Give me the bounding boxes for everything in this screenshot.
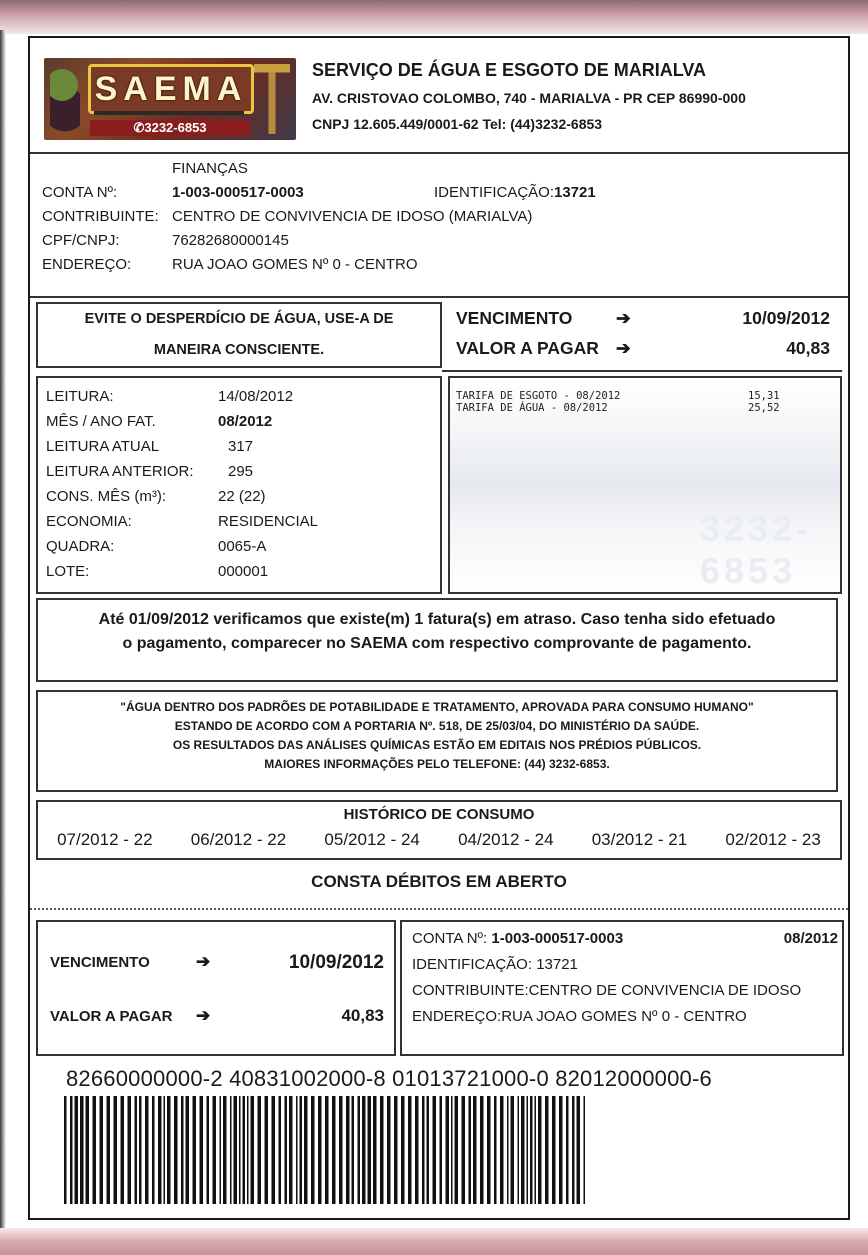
tariff-value: 25,52 bbox=[748, 402, 780, 414]
grapes-icon bbox=[50, 64, 80, 134]
stub-due-row bbox=[50, 952, 384, 976]
reading-value: 295 bbox=[228, 463, 254, 480]
notice-line: MANEIRA CONSCIENTE. bbox=[153, 342, 325, 358]
overdue-notice bbox=[36, 598, 838, 682]
divider bbox=[30, 296, 848, 298]
history-item: 07/2012 - 22 bbox=[57, 830, 153, 849]
tariff-value: 15,31 bbox=[748, 390, 780, 402]
due-label: VENCIMENTO bbox=[456, 308, 573, 328]
stub-endereco-label: ENDEREÇO: bbox=[412, 1008, 502, 1025]
contribuinte-label: CONTRIBUINTE: bbox=[42, 208, 159, 225]
arrow-right-icon: ➔ bbox=[196, 1006, 211, 1025]
company-cnpj-phone: CNPJ 12.605.449/0001-62 Tel: (44)3232-6853 bbox=[312, 116, 603, 132]
stub-due-label: VENCIMENTO bbox=[50, 954, 150, 971]
identificacao-value: 13721 bbox=[554, 184, 596, 201]
amount-label: VALOR A PAGAR bbox=[456, 338, 599, 358]
conta-value: 1-003-000517-0003 bbox=[172, 184, 304, 201]
stub-account-info bbox=[400, 920, 844, 1056]
payment-summary bbox=[442, 300, 840, 366]
notice-line: MAIORES INFORMAÇÕES PELO TELEFONE: (44) 3232-6853. bbox=[264, 757, 610, 771]
stub-payment-summary bbox=[36, 920, 396, 1056]
reading-label: MÊS / ANO FAT. bbox=[46, 413, 156, 430]
stub-amount-label: VALOR A PAGAR bbox=[50, 1008, 173, 1025]
water-bill bbox=[28, 36, 850, 1220]
identificacao-label: IDENTIFICAÇÃO: bbox=[434, 184, 555, 201]
history-item: 03/2012 - 21 bbox=[591, 830, 688, 849]
watermark: 3232-6853 bbox=[700, 508, 813, 591]
logo-wordmark: SAEMA bbox=[88, 64, 254, 114]
amount-row bbox=[456, 338, 830, 368]
potability-notice bbox=[36, 690, 838, 792]
stub-amount-value: 40,83 bbox=[341, 1006, 384, 1025]
reading-label: LEITURA ANTERIOR: bbox=[46, 463, 194, 480]
reading-value: 000001 bbox=[218, 563, 269, 580]
water-waste-notice bbox=[36, 302, 442, 368]
arrow-right-icon: ➔ bbox=[616, 308, 631, 328]
reading-label: LEITURA ATUAL bbox=[46, 438, 160, 455]
tear-line bbox=[30, 908, 848, 910]
reading-label: CONS. MÊS (m³): bbox=[46, 488, 166, 505]
stub-endereco-value: RUA JOAO GOMES Nº 0 - CENTRO bbox=[501, 1008, 747, 1025]
due-value: 10/09/2012 bbox=[742, 308, 830, 328]
tariff-breakdown bbox=[448, 376, 842, 594]
stub-conta-label: CONTA Nº: bbox=[412, 930, 488, 947]
saema-logo bbox=[44, 58, 296, 140]
notice-line: Até 01/09/2012 verificamos que existe(m) 1 fatura(s) em atraso. Caso tenha sido efetuado bbox=[98, 611, 776, 628]
notice-line: ESTANDO DE ACORDO COM A PORTARIA Nº. 518, DE 25/03/04, DO MINISTÉRIO DA SAÚDE. bbox=[174, 719, 700, 733]
reading-value: 08/2012 bbox=[218, 413, 273, 430]
history-item: 05/2012 - 24 bbox=[324, 830, 420, 849]
notice-line: OS RESULTADOS DAS ANÁLISES QUÍMICAS ESTÃO EM EDITAIS NOS PRÉDIOS PÚBLICOS. bbox=[172, 738, 702, 752]
company-address: AV. CRISTOVAO COLOMBO, 740 - MARIALVA - PR CEP 86990-000 bbox=[312, 90, 746, 106]
barcode bbox=[64, 1096, 590, 1204]
reading-label: QUADRA: bbox=[46, 538, 115, 555]
contribuinte-value: CENTRO DE CONVIVENCIA DE IDOSO (MARIALVA) bbox=[172, 208, 533, 225]
due-date-row bbox=[456, 308, 830, 338]
scan-edge-left bbox=[0, 30, 6, 1230]
divider bbox=[30, 152, 848, 154]
reading-label: ECONOMIA: bbox=[46, 513, 132, 530]
consumption-history bbox=[36, 800, 842, 860]
company-name: SERVIÇO DE ÁGUA E ESGOTO DE MARIALVA bbox=[312, 60, 707, 80]
reading-label: LEITURA: bbox=[46, 388, 114, 405]
logo-phone: ✆3232-6853 bbox=[90, 120, 250, 136]
open-debits-notice: CONSTA DÉBITOS EM ABERTO bbox=[311, 872, 567, 891]
arrow-right-icon: ➔ bbox=[196, 952, 211, 971]
history-title: HISTÓRICO DE CONSUMO bbox=[343, 806, 535, 823]
amount-value: 40,83 bbox=[786, 338, 830, 358]
reading-value: 317 bbox=[228, 438, 254, 455]
history-item: 04/2012 - 24 bbox=[458, 830, 554, 849]
history-item: 02/2012 - 23 bbox=[725, 830, 821, 849]
barcode-digits: 82660000000-2 40831002000-8 01013721000-0 82012000000-6 bbox=[66, 1066, 712, 1091]
cpf-value: 76282680000145 bbox=[172, 232, 289, 249]
logo-tagline bbox=[94, 111, 244, 115]
stub-period: 08/2012 bbox=[783, 930, 838, 947]
history-item: 06/2012 - 22 bbox=[190, 830, 287, 849]
reading-label: LOTE: bbox=[46, 563, 90, 580]
meter-reading-panel bbox=[36, 376, 442, 594]
reading-value: 0065-A bbox=[218, 538, 267, 555]
stub-amount-row bbox=[50, 1006, 384, 1030]
stub-ident-label: IDENTIFICAÇÃO: bbox=[412, 956, 533, 973]
notice-line: o pagamento, comparecer no SAEMA com respectivo comprovante de pagamento. bbox=[122, 635, 752, 652]
endereco-value: RUA JOAO GOMES Nº 0 - CENTRO bbox=[172, 256, 418, 273]
reading-value: RESIDENCIAL bbox=[218, 513, 319, 530]
valve-icon bbox=[254, 64, 290, 134]
stub-conta-value: 1-003-000517-0003 bbox=[491, 930, 624, 947]
divider bbox=[442, 370, 842, 372]
notice-line: "ÁGUA DENTRO DOS PADRÕES DE POTABILIDADE E TRATAMENTO, APROVADA PARA CONSUMO HUMANO" bbox=[120, 700, 754, 714]
endereco-label: ENDEREÇO: bbox=[42, 256, 132, 273]
tariff-label: TARIFA DE ESGOTO - 08/2012 bbox=[456, 390, 621, 402]
scan-edge-top bbox=[0, 0, 868, 34]
scan-edge-bottom bbox=[0, 1228, 868, 1255]
reading-value: 22 (22) bbox=[218, 488, 266, 505]
stub-contribuinte-value: CENTRO DE CONVIVENCIA DE IDOSO bbox=[528, 982, 802, 999]
stub-contribuinte-label: CONTRIBUINTE: bbox=[412, 982, 529, 999]
conta-label: CONTA Nº: bbox=[42, 184, 118, 201]
account-category: FINANÇAS bbox=[172, 160, 248, 177]
reading-value: 14/08/2012 bbox=[218, 388, 294, 405]
cpf-label: CPF/CNPJ: bbox=[42, 232, 120, 249]
notice-line: EVITE O DESPERDÍCIO DE ÁGUA, USE-A DE bbox=[84, 311, 394, 327]
stub-due-value: 10/09/2012 bbox=[288, 952, 384, 973]
tariff-label: TARIFA DE ÁGUA - 08/2012 bbox=[456, 402, 608, 414]
stub-ident-value: 13721 bbox=[536, 956, 578, 973]
arrow-right-icon: ➔ bbox=[616, 338, 631, 358]
